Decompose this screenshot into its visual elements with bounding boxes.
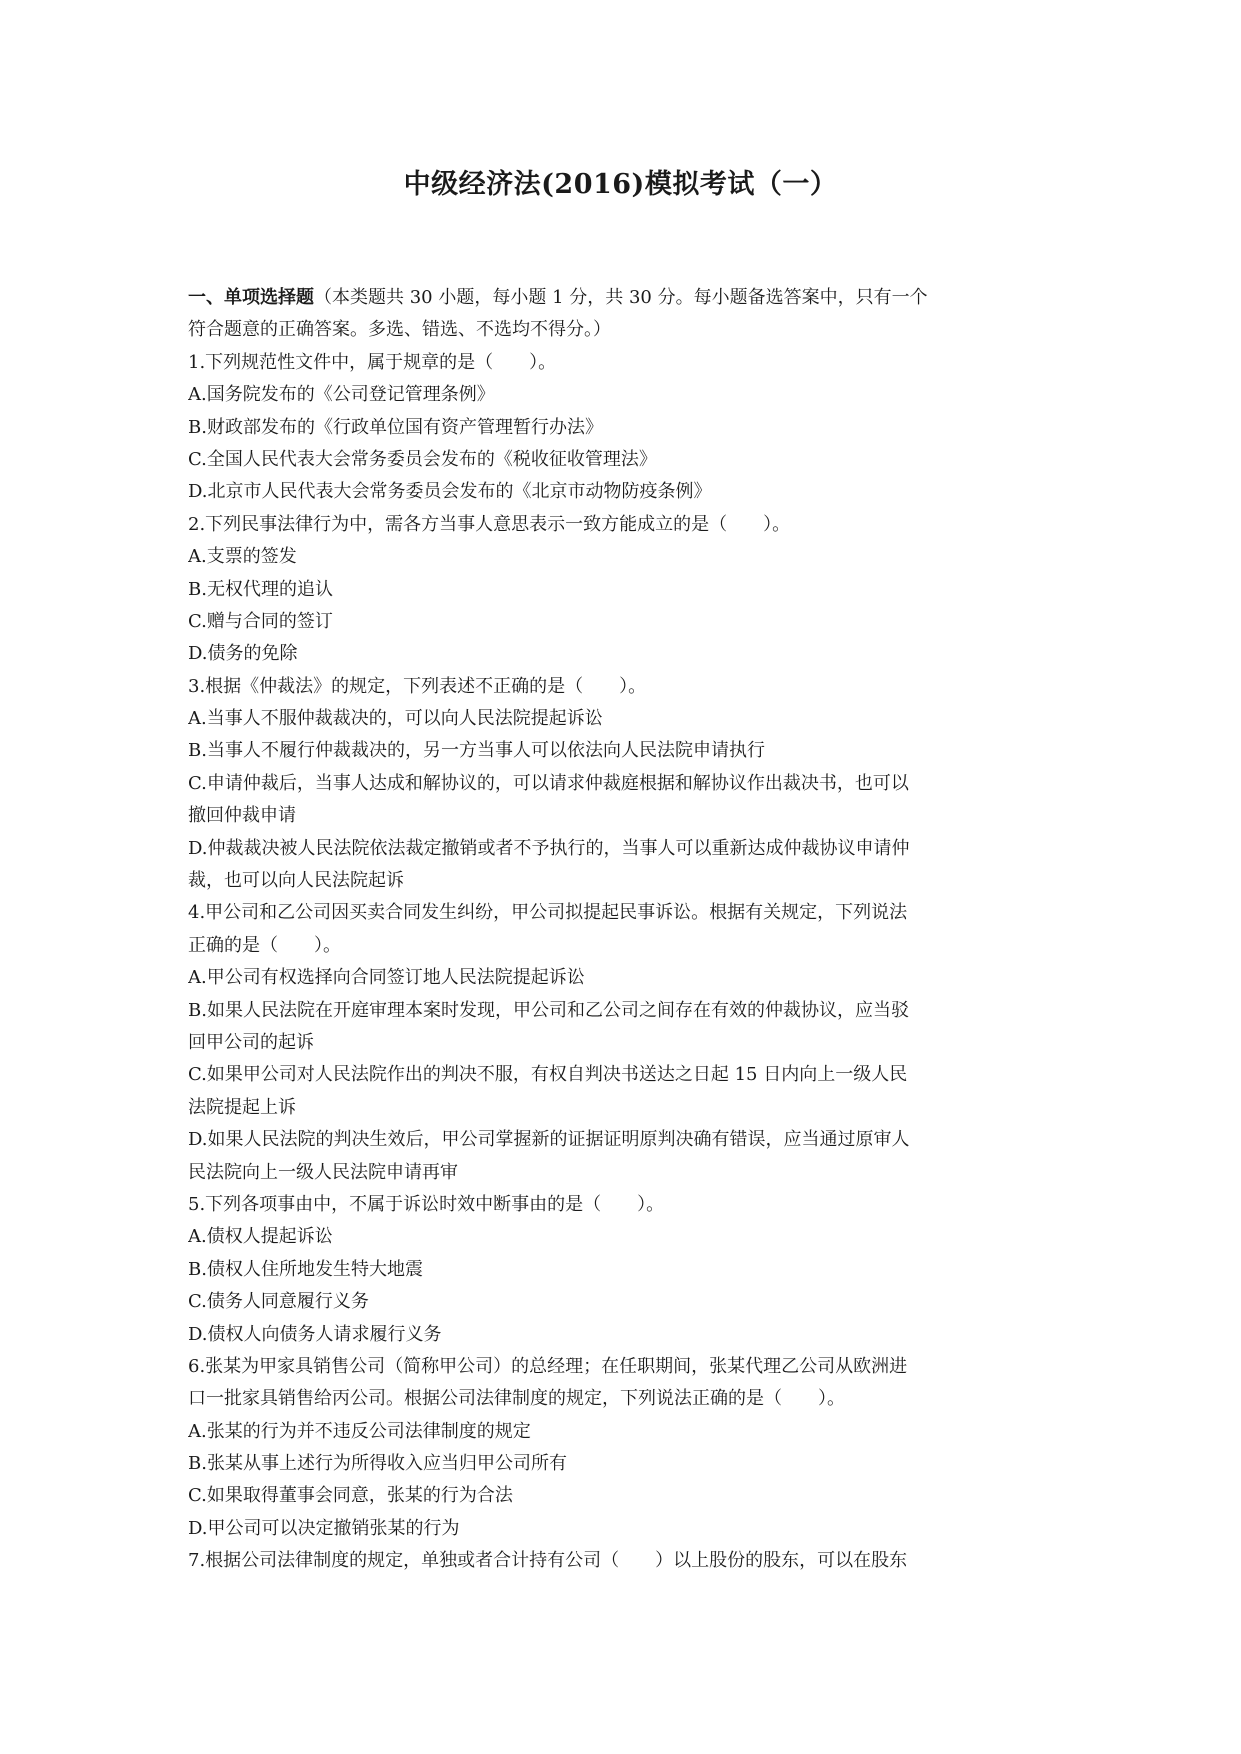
question-content xyxy=(188,282,1058,1578)
option-text: B.债权人住所地发生特大地震 xyxy=(188,1258,423,1280)
option-text: D.甲公司可以决定撤销张某的行为 xyxy=(188,1517,460,1539)
option-text: A.当事人不服仲裁裁决的，可以向人民法院提起诉讼 xyxy=(188,708,603,730)
question-text: 3.根据《仲裁法》的规定，下列表述不正确的是（ ）。 xyxy=(188,675,647,697)
option-text: B.如果人民法院在开庭审理本案时发现，甲公司和乙公司之间存在有效的仲裁协议，应当驳 xyxy=(188,999,909,1021)
option-text: A.张某的行为并不违反公司法律制度的规定 xyxy=(188,1420,531,1442)
question-text: 1.下列规范性文件中，属于规章的是（ ）。 xyxy=(188,351,557,373)
question-text: 7.根据公司法律制度的规定，单独或者合计持有公司（ ）以上股份的股东，可以在股东 xyxy=(188,1550,908,1572)
option-text: C.如果取得董事会同意，张某的行为合法 xyxy=(188,1485,513,1507)
option-text: 回甲公司的起诉 xyxy=(188,1031,314,1053)
option-text: A.甲公司有权选择向合同签订地人民法院提起诉讼 xyxy=(188,967,585,989)
option-text: B.财政部发布的《行政单位国有资产管理暂行办法》 xyxy=(188,416,603,438)
option-text: C.如果甲公司对人民法院作出的判决不服，有权自判决书送达之日起 15 日内向上一级人民 xyxy=(188,1064,908,1086)
option-text: C.申请仲裁后，当事人达成和解协议的，可以请求仲裁庭根据和解协议作出裁决书，也可以 xyxy=(188,772,909,794)
option-text: A.支票的签发 xyxy=(188,546,297,568)
option-text: 民法院向上一级人民法院申请再审 xyxy=(188,1161,458,1183)
question-text: 6.张某为甲家具销售公司（简称甲公司）的总经理；在任职期间，张某代理乙公司从欧洲进 xyxy=(188,1355,908,1377)
section-intro-line xyxy=(188,282,1058,314)
section-intro: （本类题共 30 小题，每小题 1 分，共 30 分。每小题备选答案中，只有一个 xyxy=(314,287,928,308)
option-text: B.当事人不履行仲裁裁决的，另一方当事人可以依法向人民法院申请执行 xyxy=(188,740,765,762)
option-text: B.张某从事上述行为所得收入应当归甲公司所有 xyxy=(188,1453,567,1475)
option-text: 撤回仲裁申请 xyxy=(188,805,296,827)
section-heading: 一、单项选择题 xyxy=(188,287,314,308)
page-title: 中级经济法(2016)模拟考试（一） xyxy=(403,169,838,200)
question-text: 4.甲公司和乙公司因买卖合同发生纠纷，甲公司拟提起民事诉讼。根据有关规定，下列说法 xyxy=(188,902,908,924)
option-text: D.如果人民法院的判决生效后，甲公司掌握新的证据证明原判决确有错误，应当通过原审人 xyxy=(188,1129,910,1151)
option-text: D.债务的免除 xyxy=(188,643,298,665)
section-intro-line: 符合题意的正确答案。多选、错选、不选均不得分。） xyxy=(188,319,611,341)
question-text: 正确的是（ ）。 xyxy=(188,934,341,956)
option-text: 法院提起上诉 xyxy=(188,1096,296,1118)
option-text: A.债权人提起诉讼 xyxy=(188,1226,333,1248)
option-text: D.债权人向债务人请求履行义务 xyxy=(188,1323,442,1345)
option-text: A.国务院发布的《公司登记管理条例》 xyxy=(188,384,495,406)
option-text: B.无权代理的追认 xyxy=(188,578,333,600)
option-text: C.债务人同意履行义务 xyxy=(188,1291,369,1313)
question-text: 5.下列各项事由中，不属于诉讼时效中断事由的是（ ）。 xyxy=(188,1193,665,1215)
option-text: D.北京市人民代表大会常务委员会发布的《北京市动物防疫条例》 xyxy=(188,481,712,503)
option-text: C.赠与合同的签订 xyxy=(188,610,333,632)
option-text: 裁，也可以向人民法院起诉 xyxy=(188,870,404,892)
option-text: D.仲裁裁决被人民法院依法裁定撤销或者不予执行的，当事人可以重新达成仲裁协议申请仲 xyxy=(188,837,910,859)
question-text: 口一批家具销售给丙公司。根据公司法律制度的规定，下列说法正确的是（ ）。 xyxy=(188,1388,845,1410)
option-text: C.全国人民代表大会常务委员会发布的《税收征收管理法》 xyxy=(188,448,657,470)
question-text: 2.下列民事法律行为中，需各方当事人意思表示一致方能成立的是（ ）。 xyxy=(188,513,791,535)
